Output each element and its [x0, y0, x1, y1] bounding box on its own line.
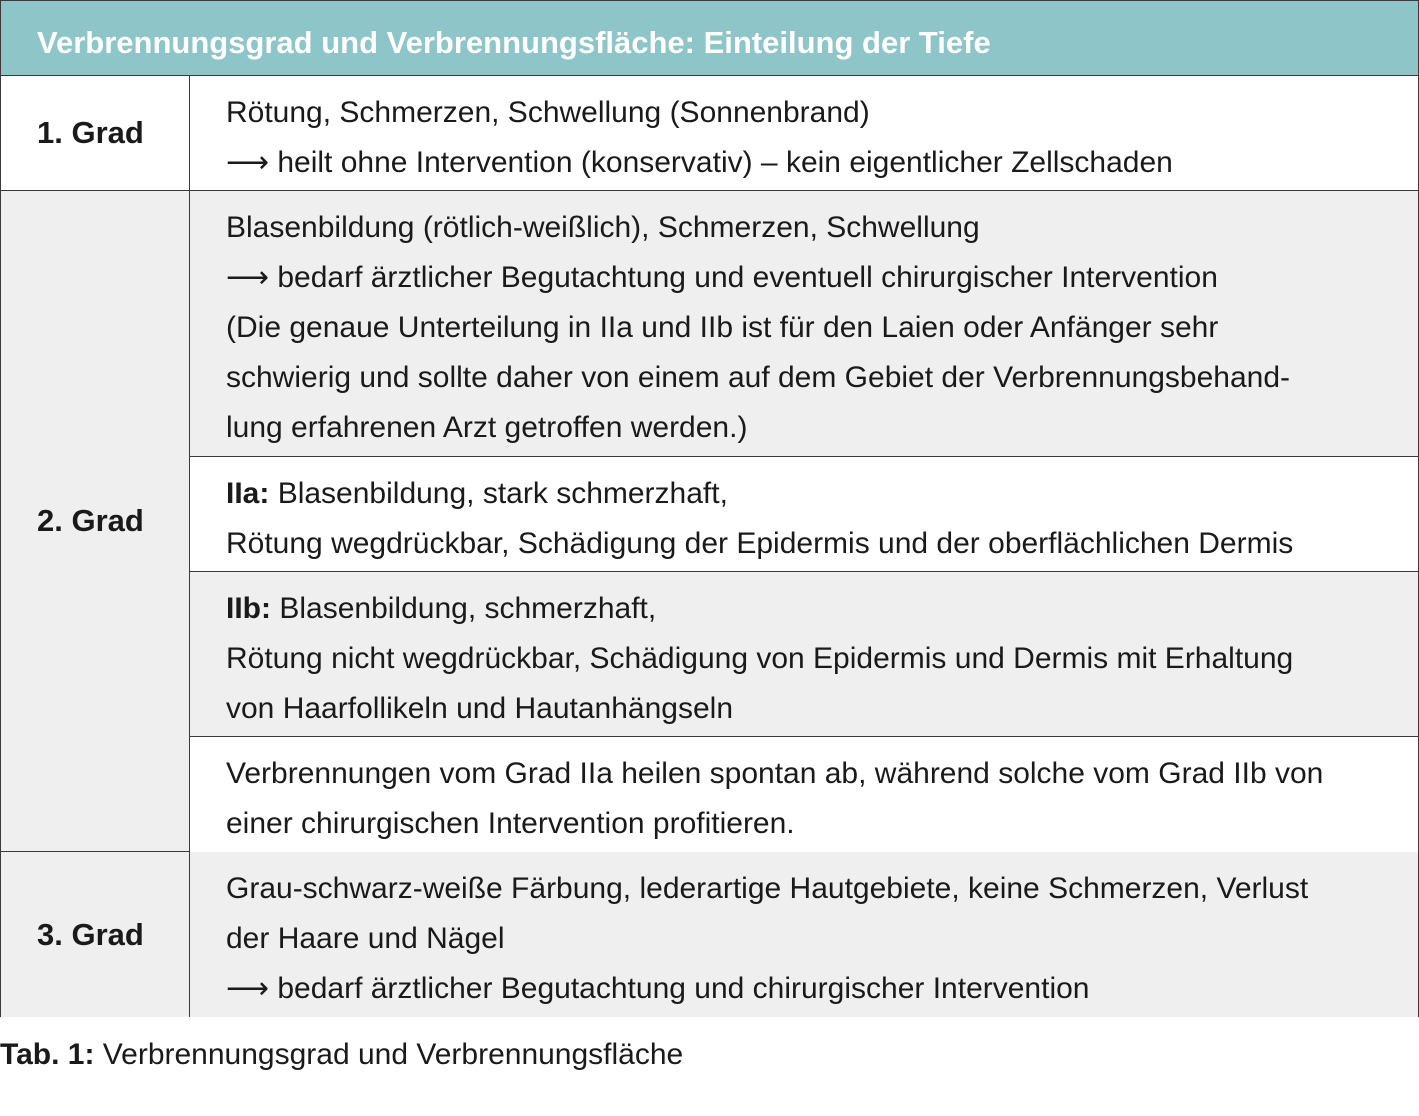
grade-2-line-1: Blasenbildung (rötlich-weißlich), Schmerzen, Schwellung — [226, 211, 980, 244]
grade-3-cell — [1, 852, 190, 1017]
grade-3-line-3: ⟶ bedarf ärztlicher Begutachtung und chirurgischer Intervention — [226, 972, 1090, 1005]
grade-2a-text — [226, 469, 1293, 569]
grade-2b-cell — [190, 572, 1418, 737]
table-row-grade-1 — [1, 76, 1418, 191]
grade-2-general-text — [226, 203, 1290, 453]
grade-2b-line-2: Rötung nicht wegdrückbar, Schädigung von Epidermis und Dermis mit Erhaltung — [226, 642, 1294, 675]
grade-2-line-2: ⟶ bedarf ärztlicher Begutachtung und eventuell chirurgischer Intervention — [226, 261, 1218, 294]
grade-2a-line-1 — [226, 469, 1293, 519]
grade-2-cell — [1, 191, 190, 851]
grade-2a-prefix: IIa: — [226, 477, 270, 510]
grade-2-note-cell — [190, 737, 1418, 852]
grade-1-description — [190, 76, 1418, 191]
caption-label: Tab. 1: — [0, 1038, 95, 1071]
grade-3-line-1: Grau-schwarz-weiße Färbung, lederartige Hautgebiete, keine Schmerzen, Verlust — [226, 872, 1309, 905]
table-caption — [0, 1030, 683, 1080]
grade-3-label: 3. Grad — [37, 916, 144, 952]
grade-2b-line-1 — [226, 584, 1293, 634]
grade-2-note-line-2: einer chirurgischen Intervention profitieren. — [226, 807, 795, 840]
grade-2a-line-2: Rötung wegdrückbar, Schädigung der Epidermis und der oberflächlichen Dermis — [226, 527, 1294, 560]
grade-1-text — [226, 88, 1173, 188]
grade-2-general-cell — [190, 191, 1418, 457]
table-row-grade-2 — [1, 191, 1418, 852]
grade-1-line-2: ⟶ heilt ohne Intervention (konservativ) – kein eigentlicher Zellschaden — [226, 146, 1173, 179]
grade-2-note-line-1: Verbrennungen vom Grad IIa heilen spontan ab, während solche vom Grad IIb von — [226, 757, 1324, 790]
grade-2-line-3: (Die genaue Unterteilung in IIa und IIb ist für den Laien oder Anfänger sehr — [226, 311, 1219, 344]
table-row-grade-3 — [1, 852, 1418, 1017]
grade-3-text — [226, 864, 1308, 1014]
grade-2-line-5: lung erfahrenen Arzt getroffen werden.) — [226, 411, 748, 444]
grade-2b-line-1-text: Blasenbildung, schmerzhaft, — [271, 592, 657, 625]
grade-2-note-text — [226, 749, 1323, 849]
table-title: Verbrennungsgrad und Verbrennungsfläche: Einteilung der Tiefe — [37, 25, 991, 60]
grade-2b-line-3: von Haarfollikeln und Hautanhängseln — [226, 692, 734, 725]
grade-2-label: 2. Grad — [37, 503, 144, 538]
grade-2a-line-1-text: Blasenbildung, stark schmerzhaft, — [269, 477, 728, 510]
grade-3-description — [190, 852, 1418, 1017]
grade-2b-text — [226, 584, 1293, 734]
grade-2b-prefix: IIb: — [226, 592, 271, 625]
grade-3-line-2: der Haare und Nägel — [226, 922, 505, 955]
grade-1-cell — [1, 76, 190, 190]
grade-2a-cell — [190, 457, 1418, 572]
caption-text: Verbrennungsgrad und Verbrennungsfläche — [94, 1038, 684, 1071]
grade-1-line-1: Rötung, Schmerzen, Schwellung (Sonnenbrand) — [226, 96, 870, 129]
grade-2-line-4: schwierig und sollte daher von einem auf dem Gebiet der Verbrennungsbehand- — [226, 361, 1291, 394]
table-header — [1, 1, 1418, 76]
grade-1-label: 1. Grad — [37, 115, 144, 150]
